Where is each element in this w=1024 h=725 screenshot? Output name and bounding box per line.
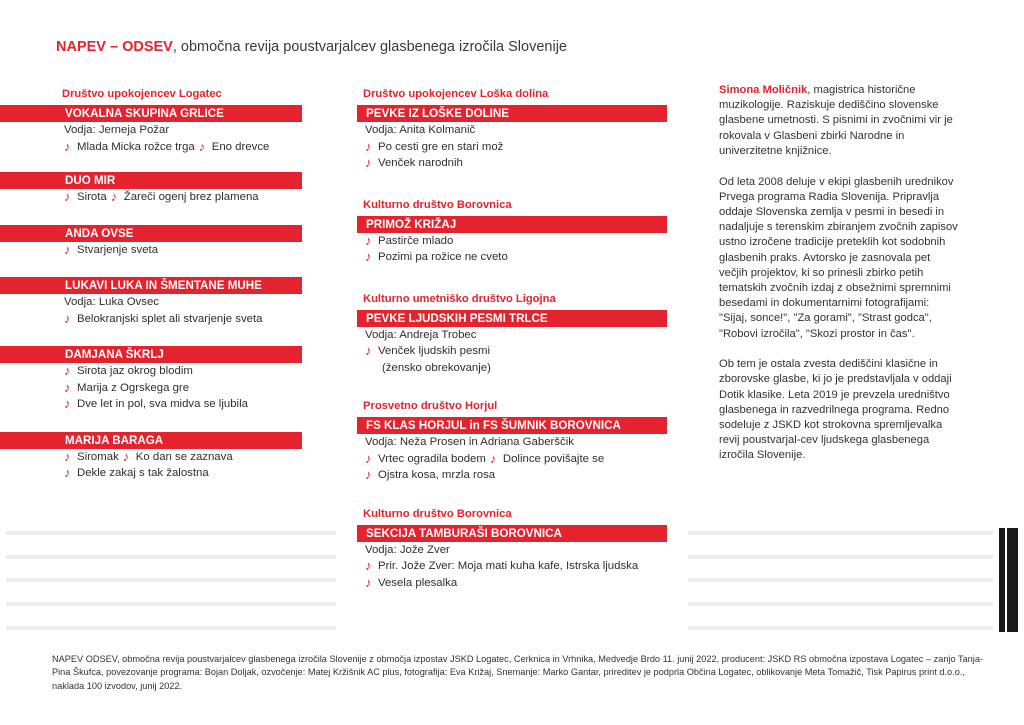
music-note-icon: ♪	[365, 343, 372, 358]
performer-block	[0, 225, 302, 259]
leader: Vodja: Luka Ovsec	[64, 296, 159, 308]
vertical-bar	[999, 528, 1005, 632]
performer-name-bar: SEKCIJA TAMBURAŠI BOROVNICA	[357, 525, 667, 542]
performer-name-bar: DUO MIR	[0, 172, 302, 189]
org-heading: Društvo upokojencev Logatec	[62, 88, 222, 100]
music-note-icon: ♪	[122, 448, 130, 464]
music-note-icon: ♪	[365, 138, 372, 154]
title-rest: , območna revija poustvarjalcev glasbenega izročila Slovenije	[172, 39, 567, 55]
org-heading: Društvo upokojencev Loška dolina	[363, 88, 549, 100]
music-note-icon: ♪	[365, 249, 372, 264]
stripe	[6, 555, 336, 559]
song-line: ♪ Stvarjenje sveta	[64, 241, 159, 257]
performer-name-bar: MARIJA BARAGA	[0, 432, 302, 449]
song-line: ♪ Vrtec ogradila bodem ♪ Dolince povišajte se	[365, 450, 605, 466]
performer-block	[0, 346, 302, 413]
colophon: NAPEV ODSEV, območna revija poustvarjalcev glasbenega izročila Slovenije z območja izpostav JSKD Logatec, Cerknica in Vrhnika, Medvedje Brdo 11. junij 2022, producent: JSKD RS območna izpostava Logatec – zanjo Tanja-Pina Škufca, povezovanje programa: Bojan Doljak, ozvočenje: Matej Kržišnik AC plus, fotografija: Eva Križaj, Snemanje: Marko Gantar, prireditev je podprla Občina Logatec, oblikovanje Meta Tomažič, Tisk Papirus print d.o.o., naklada 100 izvodov, junij 2022.	[52, 654, 983, 691]
music-note-icon: ♪	[64, 241, 71, 257]
performer-name-bar: PEVKE LJUDSKIH PESMI TRLCE	[357, 310, 667, 327]
song-line: ♪ Pastirče mlado	[365, 232, 454, 248]
stripe	[688, 602, 993, 606]
stripe	[6, 602, 336, 606]
song-line: ♪ Marija z Ogrskega gre	[64, 379, 190, 395]
music-note-icon: ♪	[64, 396, 71, 411]
song-line: ♪ Venček ljudskih pesmi	[365, 343, 491, 358]
stripe	[688, 531, 993, 535]
music-note-icon: ♪	[64, 448, 71, 464]
music-note-icon: ♪	[198, 138, 206, 154]
music-note-icon: ♪	[365, 467, 372, 482]
performer-block	[357, 197, 667, 266]
stripe	[688, 578, 993, 582]
vertical-bar	[1007, 528, 1018, 632]
song-line: ♪ Dve let in pol, sva midva se ljubila	[64, 396, 248, 411]
performer-name-bar: PEVKE IZ LOŠKE DOLINE	[357, 105, 667, 122]
leader: Vodja: Jože Zver	[365, 543, 450, 556]
performer-name-bar: VOKALNA SKUPINA GRLICE	[0, 105, 302, 122]
performer-name-bar: FS KLAS HORJUL in FS ŠUMNIK BOROVNICA	[357, 417, 667, 434]
stripe	[688, 626, 993, 630]
left-column	[0, 86, 302, 501]
performer-block	[0, 432, 302, 482]
music-note-icon: ♪	[64, 363, 71, 378]
performer-name-bar: DAMJANA ŠKRLJ	[0, 346, 302, 363]
org-heading: Kulturno društvo Borovnica	[363, 198, 512, 211]
performer-block	[0, 172, 302, 206]
stripe	[6, 531, 336, 535]
song-line: ♪ Pozimi pa rožice ne cveto	[365, 249, 508, 264]
bio-paragraph: Ob tem je ostala zvesta dediščini klasične in zborovske glasbe, ki jo je predstavljala v oddaji Dotik klasike. Leta 2019 je prevzela uredništvo glasbenega in razvedrilnega programa. Redno sodeluje z JSKD kot strokovna spremljevalka revij poustvarjal-cev ljudskega glasbenega izročila Slovenije.	[719, 358, 952, 462]
song-note: (žensko obrekovanje)	[382, 361, 491, 374]
bio-column	[719, 83, 959, 479]
leader: Vodja: Neža Prosen in Adriana Gaberščik	[365, 436, 574, 448]
song-line: ♪ Belokranjski splet ali stvarjenje sveta	[64, 310, 263, 326]
music-note-icon: ♪	[64, 310, 71, 326]
music-note-icon: ♪	[365, 574, 372, 590]
performer-block	[357, 86, 667, 172]
music-note-icon: ♪	[64, 189, 71, 204]
song-line: ♪ Vesela plesalka	[365, 574, 458, 590]
song-line: ♪ Prir. Jože Zver: Moja mati kuha kafe, Istrska ljudska	[365, 558, 639, 573]
performer-block	[0, 105, 302, 155]
song-line: ♪ Sirota jaz okrog blodim	[64, 363, 193, 378]
performer-block	[0, 277, 302, 327]
music-note-icon: ♪	[64, 138, 71, 154]
leader: Vodja: Jerneja Požar	[64, 124, 170, 136]
music-note-icon: ♪	[365, 155, 372, 170]
performer-name-bar: PRIMOŽ KRIŽAJ	[357, 216, 667, 233]
stripe	[688, 555, 993, 559]
org-heading: Kulturno društvo Borovnica	[363, 507, 512, 520]
stripe	[6, 578, 336, 582]
org-heading: Kulturno umetniško društvo Ligojna	[363, 292, 556, 305]
bio-name: Simona Moličnik	[719, 84, 808, 96]
leader: Vodja: Anita Kolmanič	[365, 124, 476, 136]
music-note-icon: ♪	[365, 558, 372, 573]
song-line: ♪ Ojstra kosa, mrzla rosa	[365, 467, 496, 482]
middle-column	[357, 86, 667, 610]
music-note-icon: ♪	[64, 379, 71, 395]
bio-paragraph: Od leta 2008 deluje v ekipi glasbenih urednikov Prvega programa Radia Slovenija. Pripravlja oddaje Slovenska zemlja v pesmi in besedi in nadaljuje s terenskim zbiranjem zvočnih zapisov ustno izročene tradicije preteklih kot sodobnih glasbenih praks. Avtorsko je zasnovala pet večjih projektov, ki so prinesli zbirko petih tematskih zvočnih izdaj z obsežnimi spremnimi besedami in dokumentarnimi fotografijami: "Sijaj, sonce!", "Za gorami", "Strast godca", "Robovi izročila", "Skozi prostor in čas".	[719, 175, 958, 340]
song-line: ♪ Dekle zakaj s tak žalostna	[64, 465, 209, 480]
song-line: ♪ Sirota ♪ Žareči ogenj brez plamena	[64, 189, 259, 204]
song-line: ♪ Siromak ♪ Ko dan se zaznava	[64, 448, 233, 464]
page-title	[56, 39, 567, 55]
bio-paragraph: Simona Moličnik, magistrica historične muzikologije. Raziskuje dediščino slovenske glasbene umetnosti. S pisnimi in zvočnimi vir je rokovala v Glasbeni zbirki Narodne in univerzitetne knjižnice.	[719, 84, 953, 157]
title-accent: NAPEV – ODSEV	[56, 39, 173, 55]
song-line: ♪ Po cesti gre en stari mož	[365, 138, 504, 154]
leader: Vodja: Andreja Trobec	[365, 328, 477, 341]
performer-block	[357, 291, 667, 377]
performer-name-bar: ANDA OVSE	[0, 225, 302, 242]
music-note-icon: ♪	[64, 465, 71, 480]
song-line: ♪ Mlada Micka rožce trga ♪ Eno drevce	[64, 138, 270, 154]
performer-block	[357, 506, 667, 592]
stripe	[6, 626, 336, 630]
song-line: ♪ Venček narodnih	[365, 155, 463, 170]
performer-name-bar: LUKAVI LUKA IN ŠMENTANE MUHE	[0, 277, 302, 294]
org-heading: Prosvetno društvo Horjul	[363, 400, 498, 412]
music-note-icon: ♪	[365, 232, 372, 248]
performer-block	[357, 398, 667, 484]
music-note-icon: ♪	[365, 450, 372, 466]
music-note-icon: ♪	[489, 450, 497, 466]
music-note-icon: ♪	[110, 189, 118, 204]
